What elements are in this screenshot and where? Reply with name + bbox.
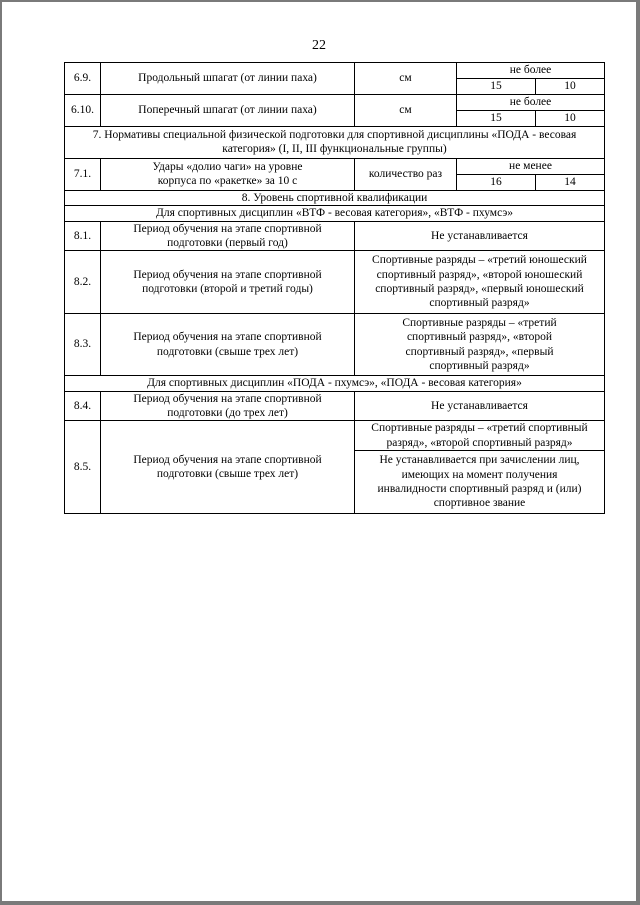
row-limit-label: не более bbox=[457, 63, 605, 79]
row-value-2: Не устанавливается при зачислении лиц, имеющих на момент получения инвалидности спортивный разряд и (или) спортивное звание bbox=[355, 451, 605, 514]
row-value-1: 15 bbox=[457, 79, 536, 95]
table-row bbox=[65, 221, 605, 251]
section-row bbox=[65, 190, 605, 205]
table-row bbox=[65, 251, 605, 314]
subsection-title: Для спортивных дисциплин «ВТФ - весовая категория», «ВТФ - пхумсэ» bbox=[65, 206, 605, 221]
section-row bbox=[65, 127, 605, 159]
row-value: Не устанавливается bbox=[355, 391, 605, 421]
row-number: 6.9. bbox=[65, 63, 101, 95]
table-row bbox=[65, 313, 605, 376]
row-name: Удары «долио чаги» на уровне корпуса по «ракетке» за 10 с bbox=[101, 158, 355, 190]
subsection-title: Для спортивных дисциплин «ПОДА - пхумсэ», «ПОДА - весовая категория» bbox=[65, 376, 605, 391]
row-unit: см bbox=[355, 95, 457, 127]
row-number: 8.2. bbox=[65, 251, 101, 314]
row-number: 8.3. bbox=[65, 313, 101, 376]
row-number: 6.10. bbox=[65, 95, 101, 127]
row-number: 8.1. bbox=[65, 221, 101, 251]
table-row bbox=[65, 63, 605, 79]
row-name: Период обучения на этапе спортивной подготовки (свыше трех лет) bbox=[101, 421, 355, 513]
page-number: 22 bbox=[312, 38, 326, 53]
row-value-2: 10 bbox=[536, 79, 605, 95]
row-limit-label: не менее bbox=[457, 158, 605, 174]
table-row bbox=[65, 95, 605, 111]
row-value: Не устанавливается bbox=[355, 221, 605, 251]
row-limit-label: не более bbox=[457, 95, 605, 111]
row-number: 7.1. bbox=[65, 158, 101, 190]
subsection-row bbox=[65, 376, 605, 391]
document-page bbox=[2, 2, 636, 901]
row-value-1: 16 bbox=[457, 174, 536, 190]
row-number: 8.5. bbox=[65, 421, 101, 513]
table-row bbox=[65, 391, 605, 421]
row-value-1: Спортивные разряды – «третий спортивный разряд», «второй спортивный разряд» bbox=[355, 421, 605, 451]
row-value: Спортивные разряды – «третий юношеский спортивный разряд», «второй юношеский спортивный разряд», «первый юношеский спортивный разряд» bbox=[355, 251, 605, 314]
section-title-7: 7. Нормативы специальной физической подготовки для спортивной дисциплины «ПОДА - весовая категория» (I, II, III функциональные группы) bbox=[65, 127, 605, 159]
standards-table bbox=[64, 62, 605, 514]
row-name: Период обучения на этапе спортивной подготовки (второй и третий годы) bbox=[101, 251, 355, 314]
row-unit: количество раз bbox=[355, 158, 457, 190]
row-value-2: 14 bbox=[536, 174, 605, 190]
table-row bbox=[65, 421, 605, 451]
row-name: Продольный шпагат (от линии паха) bbox=[101, 63, 355, 95]
row-number: 8.4. bbox=[65, 391, 101, 421]
section-title-8: 8. Уровень спортивной квалификации bbox=[65, 190, 605, 205]
row-name: Период обучения на этапе спортивной подготовки (до трех лет) bbox=[101, 391, 355, 421]
table-row bbox=[65, 158, 605, 174]
row-value-1: 15 bbox=[457, 111, 536, 127]
row-name: Период обучения на этапе спортивной подготовки (свыше трех лет) bbox=[101, 313, 355, 376]
row-name: Период обучения на этапе спортивной подготовки (первый год) bbox=[101, 221, 355, 251]
row-value: Спортивные разряды – «третий спортивный разряд», «второй спортивный разряд», «первый спортивный разряд» bbox=[355, 313, 605, 376]
row-value-2: 10 bbox=[536, 111, 605, 127]
row-unit: см bbox=[355, 63, 457, 95]
row-name: Поперечный шпагат (от линии паха) bbox=[101, 95, 355, 127]
subsection-row bbox=[65, 206, 605, 221]
